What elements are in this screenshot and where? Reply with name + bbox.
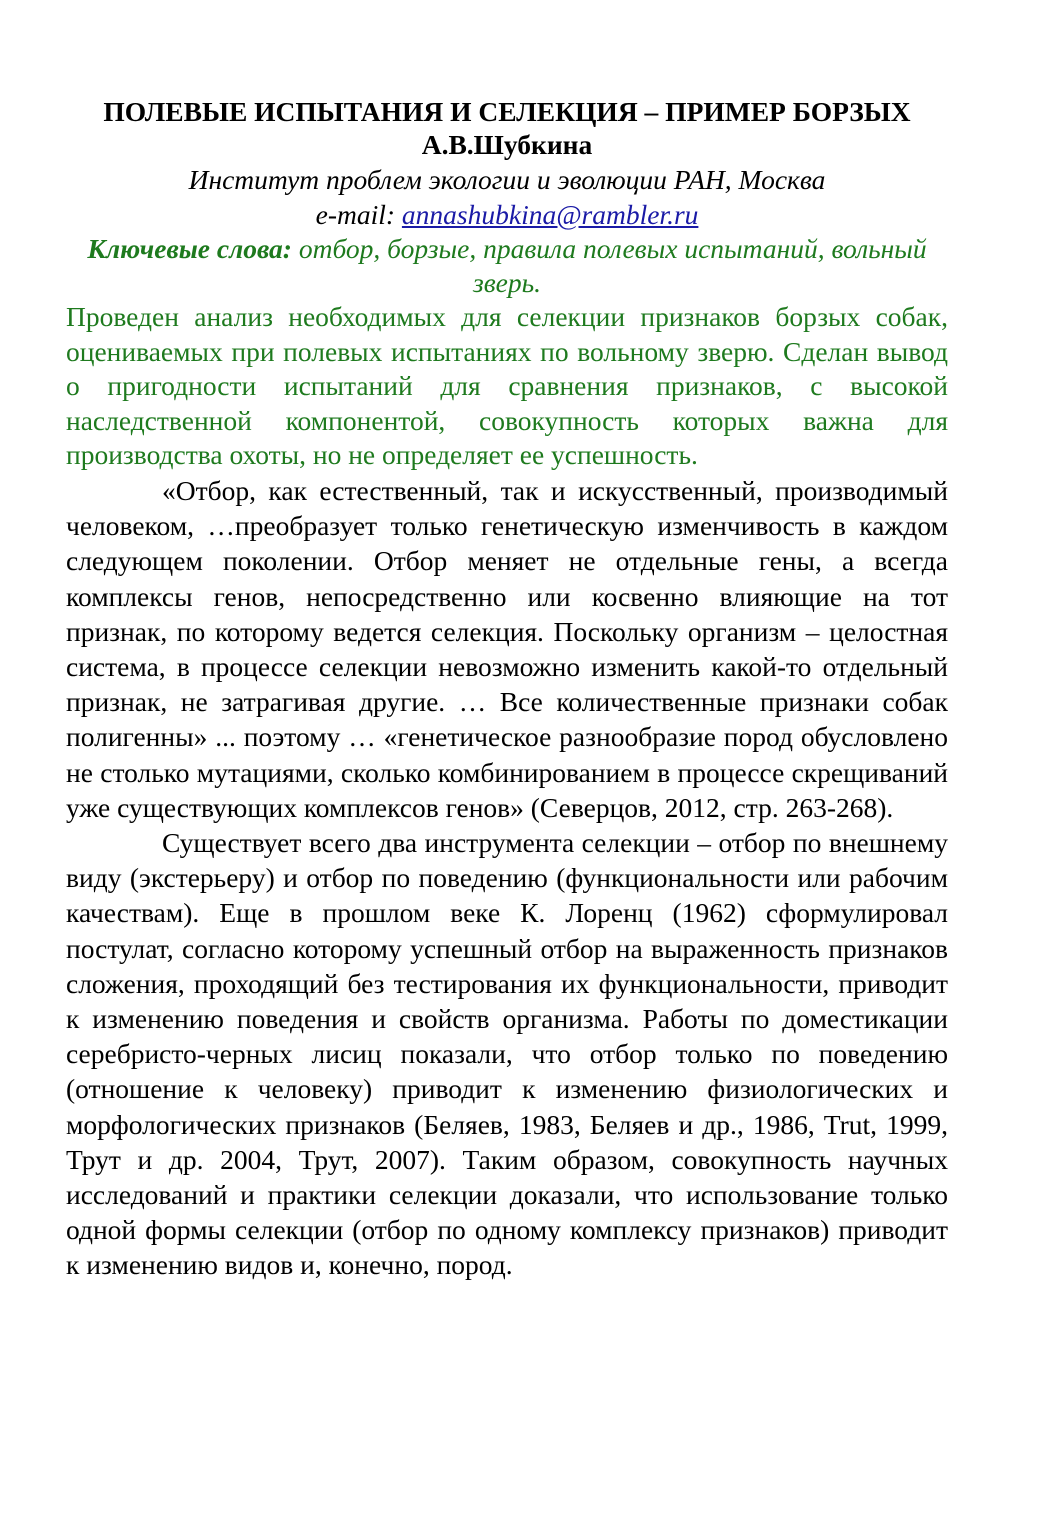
keywords-label: Ключевые слова: bbox=[87, 233, 292, 264]
document-page bbox=[66, 96, 948, 1283]
author-name: А.В.Шубкина bbox=[421, 129, 593, 160]
paper-title: ПОЛЕВЫЕ ИСПЫТАНИЯ И СЕЛЕКЦИЯ – ПРИМЕР БОРЗЫХ bbox=[103, 96, 911, 127]
body-paragraph-2: Существует всего два инструмента селекции – отбор по внешнему виду (экстерьеру) и отбор по поведению (функциональности или рабочим качествам). Еще в прошлом веке К. Лоренц (1962) сформулировал постулат, согласно которому успешный отбор на выраженность признаков сложения, проходящий без тестирования их функциональности, приводит к изменению поведения и свойств организма. Работы по доместикации серебристо-черных лисиц показали, что отбор только по поведению (отношение к человеку) приводит к изменению физиологических и морфологических признаков (Беляев, 1983, Беляев и др., 1986, Trut, 1999, Трут и др. 2004, Трут, 2007). Таким образом, совокупность научных исследований и практики селекции доказали, что использование только одной формы селекции (отбор по одному комплексу признаков) приводит к изменению видов и, конечно, пород. bbox=[66, 827, 948, 1281]
affiliation: Институт проблем экологии и эволюции РАН, Москва bbox=[188, 164, 826, 195]
keywords-text: отбор, борзые, правила полевых испытаний, вольный зверь. bbox=[291, 233, 927, 298]
email-label: e-mail: bbox=[315, 199, 402, 230]
abstract: Проведен анализ необходимых для селекции признаков борзых собак, оцениваемых при полевых испытаниях по вольному зверю. Сделан вывод о пригодности испытаний для сравнения признаков, с высокой наследственной компонентой, совокупность которых важна для производства охоты, но не определяет ее успешность. bbox=[66, 301, 948, 471]
email-line bbox=[66, 197, 948, 232]
keywords bbox=[66, 232, 948, 300]
body-paragraph-1: «Отбор, как естественный, так и искусственный, производимый человеком, …преобразует только генетическую изменчивость в каждом следующем поколении. Отбор меняет не отдельные гены, а всегда комплексы генов, непосредственно или косвенно влияющие на тот признак, по которому ведется селекция. Поскольку организм – целостная система, в процессе селекции невозможно изменить какой-то отдельный признак, не затрагивая другие. … Все количественные признаки собак полигенны» ... поэтому … «генетическое разнообразие пород обусловлено не столько мутациями, сколько комбинированием в процессе скрещиваний уже существующих комплексов генов» (Северцов, 2012, стр. 263-268). bbox=[66, 474, 948, 823]
email-link[interactable]: annashubkina@rambler.ru bbox=[401, 199, 699, 230]
